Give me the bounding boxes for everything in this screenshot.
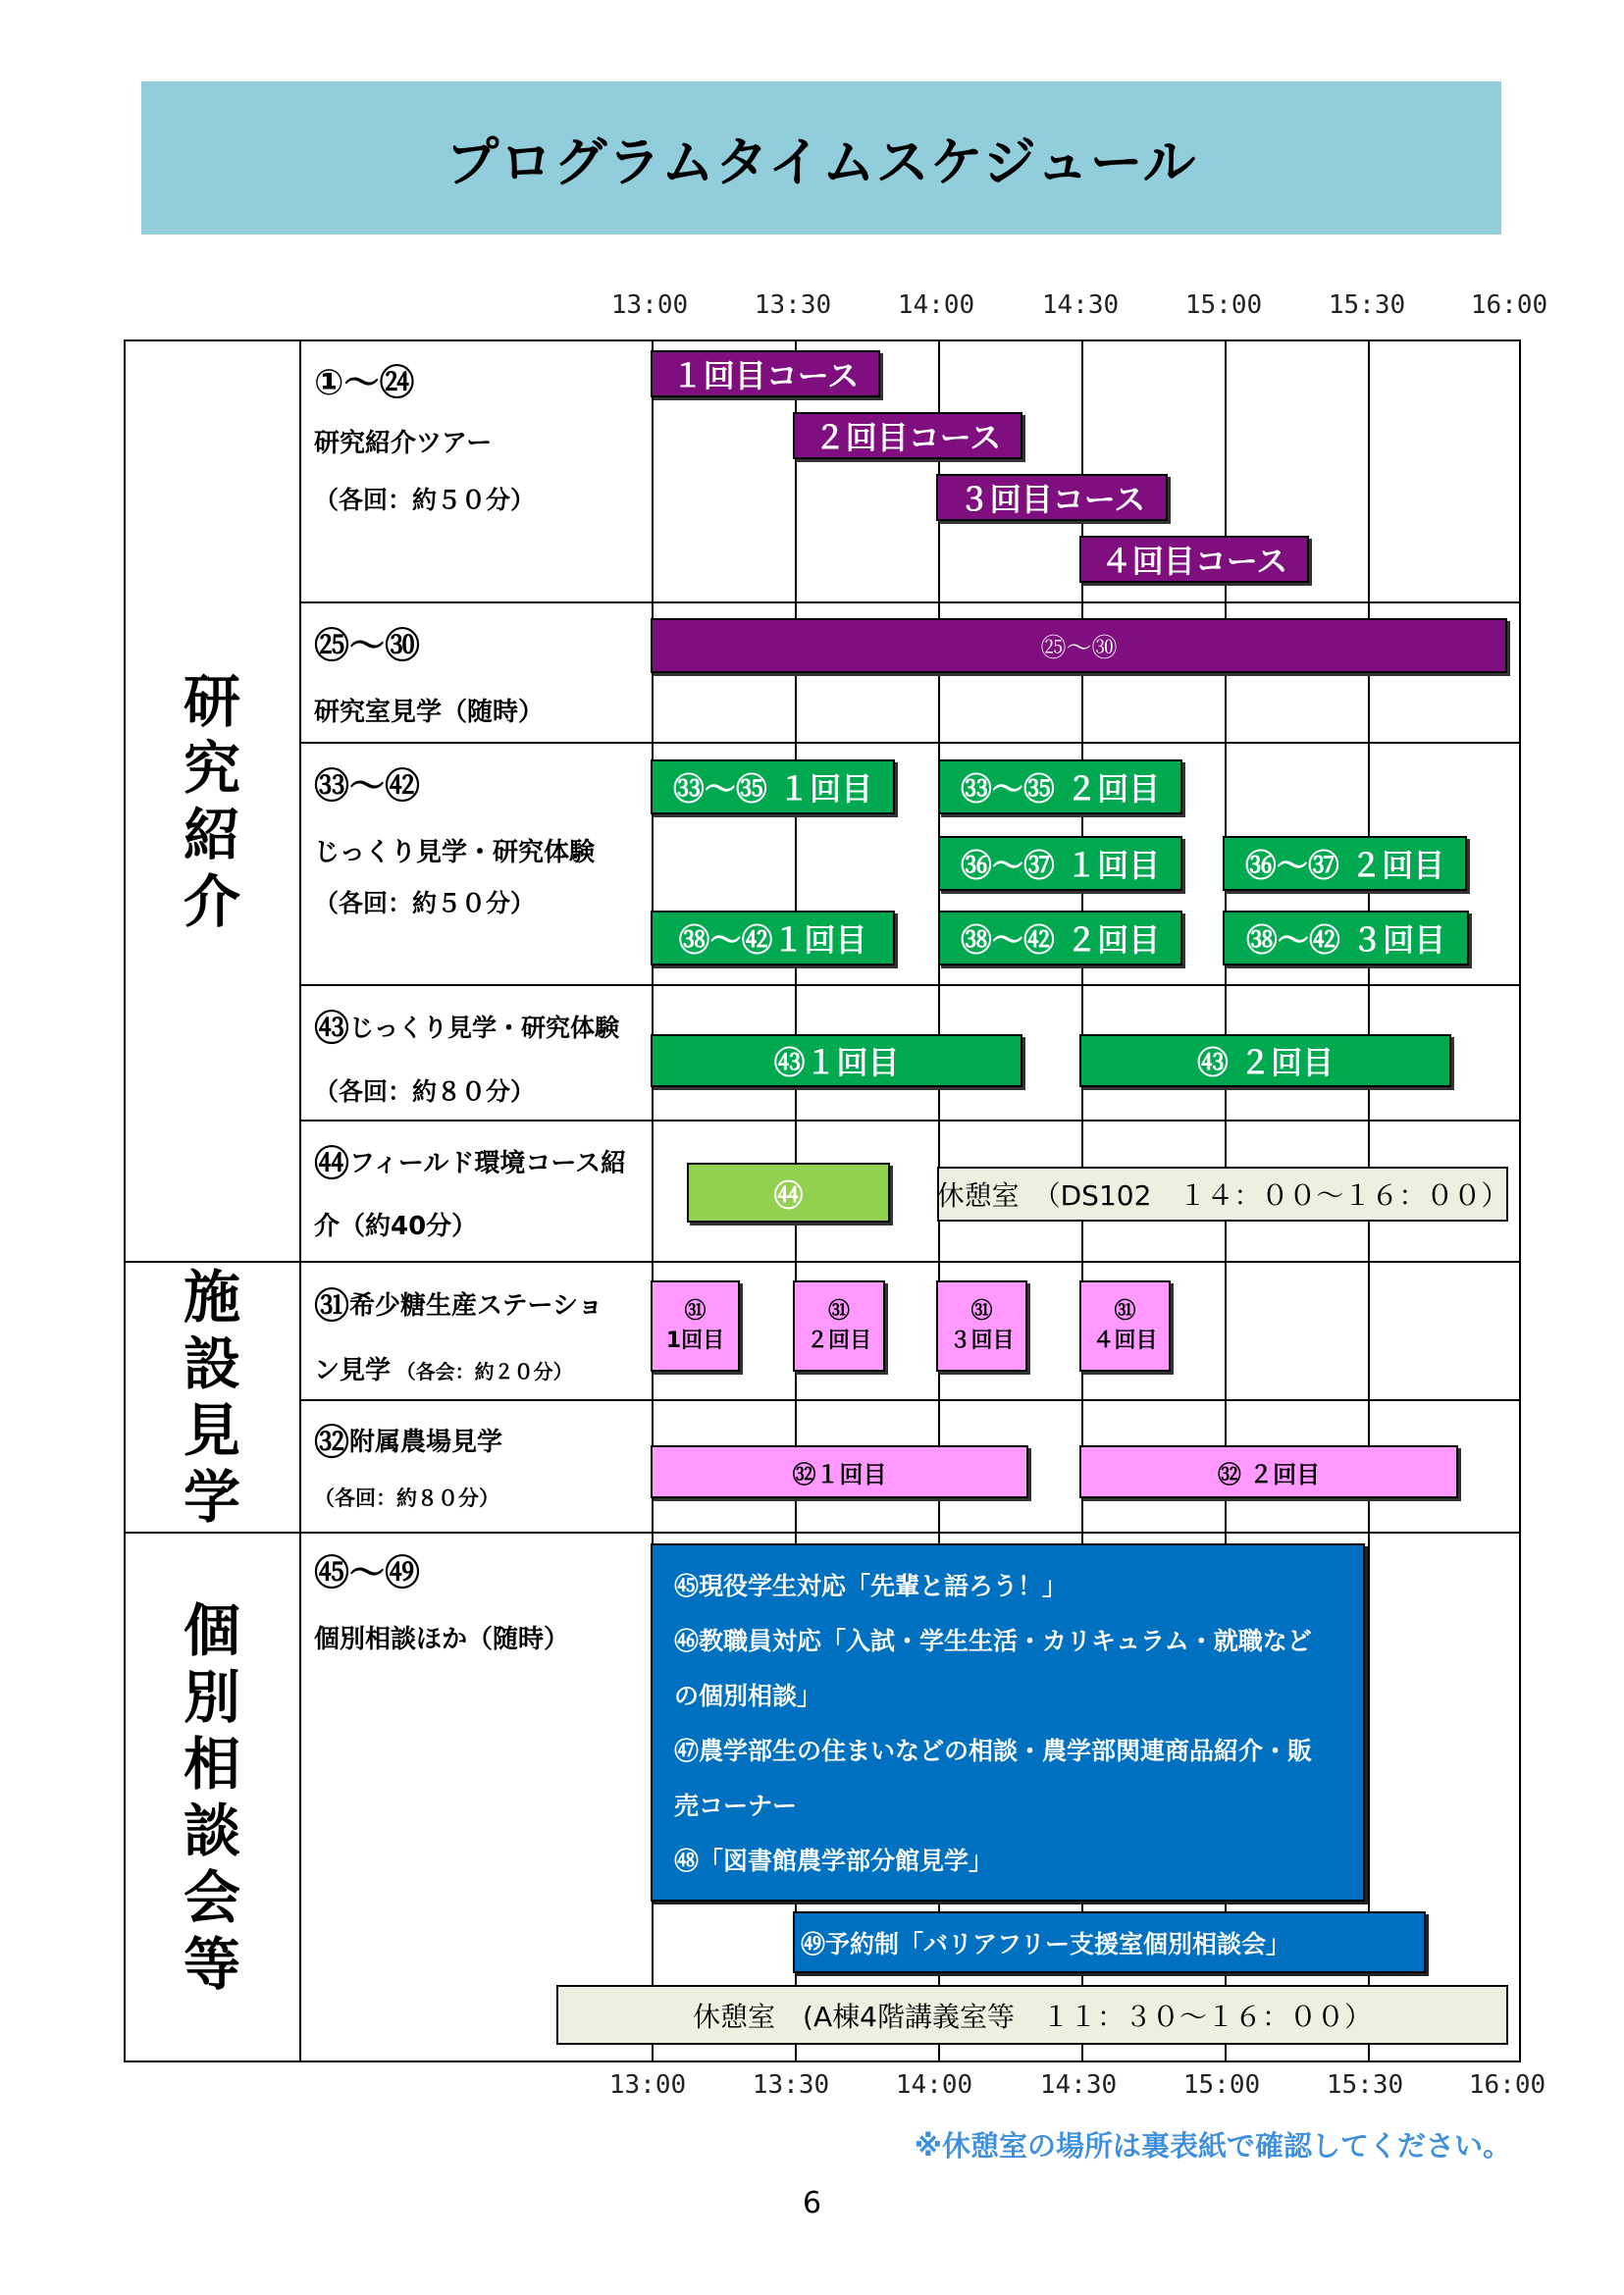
time-label: 13:00	[610, 290, 689, 320]
sugar31-number: ㉛	[827, 1298, 850, 1324]
table-border-right	[1519, 339, 1521, 2062]
lab-visit-bar: ㉕〜㉚	[651, 618, 1507, 673]
tour-bar-3: ３回目コース	[936, 474, 1168, 521]
exp36-bar-2: ㊱〜㊲ ２回目	[1223, 836, 1467, 891]
consult-item-47-cont: 売コーナー	[674, 1792, 798, 1820]
row-number: ㉜	[314, 1423, 350, 1463]
row-separator	[299, 1120, 1521, 1121]
consult-item-47: ㊼農学部生の住まいなどの相談・農学部関連商品紹介・販	[674, 1737, 1313, 1765]
sugar31-bar-4	[1079, 1280, 1171, 1372]
consult-item-46: ㊻教職員対応「入試・学生生活・カリキュラム・就職など	[674, 1627, 1312, 1655]
sugar31-session: ３回目	[949, 1328, 1015, 1353]
row-title: フィールド環境コース紹	[349, 1149, 627, 1178]
category-facility-label: 施設見学	[183, 1264, 240, 1531]
tour-bar-2: ２回目コース	[793, 412, 1022, 459]
consult-item-49: ㊾予約制「バリアフリー支援室個別相談会」	[793, 1911, 1426, 1973]
category-consult-label: 個別相談会等	[183, 1596, 240, 1998]
row-separator	[299, 601, 1521, 603]
time-label: 15:30	[1326, 2070, 1404, 2100]
row-label-tour	[314, 355, 648, 516]
time-axis-bottom	[0, 2070, 1624, 2110]
sugar31-session: ４回目	[1092, 1328, 1158, 1353]
sugar31-bar-2	[793, 1280, 885, 1372]
category-separator	[124, 1261, 1521, 1263]
exp43-bar-1: ㊸１回目	[651, 1034, 1022, 1087]
exp38-bar-1: ㊳〜㊷１回目	[651, 911, 895, 965]
tour-bar-4: ４回目コース	[1079, 536, 1309, 583]
time-label: 14:30	[1039, 2070, 1118, 2100]
time-label: 15:30	[1328, 290, 1406, 320]
exp33-bar-1: ㉝〜㉟ １回目	[651, 759, 895, 814]
row-number: ㊸	[314, 1009, 350, 1049]
farm32-bar-1: ㉜１回目	[651, 1445, 1028, 1498]
row-separator	[299, 984, 1521, 986]
sugar31-number: ㉛	[1114, 1298, 1136, 1324]
time-label: 14:00	[895, 2070, 973, 2100]
time-label: 15:00	[1184, 290, 1263, 320]
row-title: 研究紹介ツアー	[314, 429, 493, 458]
consult-item-46-cont: の個別相談」	[674, 1682, 822, 1710]
row-label-lab	[314, 618, 648, 728]
row-title-cont: 介（約40分）	[314, 1212, 478, 1241]
rest-room-bar-2: 休憩室 (A棟4階講義室等 １１：３０〜１６：００）	[556, 1985, 1508, 2045]
row-title: 希少糖生産ステーショ	[349, 1291, 603, 1321]
time-label: 16:00	[1470, 290, 1548, 320]
exp33-bar-2: ㉝〜㉟ ２回目	[938, 759, 1182, 814]
row-number: ㉝〜㊷	[314, 766, 421, 807]
time-axis-top	[0, 290, 1624, 330]
time-label: 13:30	[754, 290, 832, 320]
rest-room-bar-1: 休憩室 （DS102 １４：００〜１６：００）	[937, 1167, 1508, 1222]
row-separator	[299, 742, 1521, 744]
category-research	[124, 341, 300, 1261]
consult-item-48: ㊽「図書館農学部分館見学」	[674, 1847, 994, 1875]
category-research-label: 研究紹介	[183, 667, 240, 935]
sugar31-bar-3	[936, 1280, 1027, 1372]
time-label: 13:00	[608, 2070, 687, 2100]
rest-room-note: ※休憩室の場所は裏表紙で確認してください。	[914, 2129, 1511, 2163]
sugar31-number: ㉛	[684, 1298, 707, 1324]
sugar31-bar-1	[651, 1280, 740, 1372]
row-title: じっくり見学・研究体験	[349, 1013, 620, 1042]
row-subtitle: （各回：約５０分）	[314, 889, 536, 917]
farm32-bar-2: ㉜ ２回目	[1079, 1445, 1458, 1498]
row-subtitle: （各回：約８０分）	[314, 1487, 499, 1510]
title-banner	[141, 81, 1501, 235]
page-title: プログラムタイムスケジュール	[445, 130, 1197, 193]
category-separator	[124, 1532, 1521, 1534]
time-label: 13:30	[752, 2070, 830, 2100]
row-number: ㊺〜㊾	[314, 1553, 421, 1593]
sugar31-session: ２回目	[806, 1328, 871, 1353]
time-label: 15:00	[1182, 2070, 1261, 2100]
row-title-cont: ン見学	[314, 1356, 392, 1385]
row-title: じっくり見学・研究体験	[314, 838, 596, 867]
row-label-farm32	[314, 1415, 648, 1512]
row-label-consult	[314, 1545, 648, 1655]
consult-item-45: ㊺現役学生対応「先輩と語ろう！」	[674, 1572, 1068, 1600]
sugar31-number: ㉛	[970, 1298, 993, 1324]
row-subtitle: （各会：約２０分）	[395, 1360, 573, 1383]
row-subtitle: （各回：約５０分）	[314, 486, 536, 514]
exp43-bar-2: ㊸ ２回目	[1079, 1034, 1451, 1087]
page-number: 6	[802, 2186, 822, 2220]
row-label-exp	[314, 758, 648, 919]
row-title: 個別相談ほか（随時）	[314, 1625, 570, 1654]
table-border-top	[124, 339, 1521, 341]
row-title: 研究室見学（随時）	[314, 698, 545, 727]
exp38-bar-3: ㊳〜㊷ ３回目	[1223, 911, 1469, 965]
row-label-exp43	[314, 1001, 648, 1108]
consult-box	[651, 1543, 1365, 1902]
row-number: ㉕〜㉚	[314, 626, 421, 666]
row-label-sugar31	[314, 1278, 648, 1386]
time-label: 16:00	[1468, 2070, 1546, 2100]
row-number: ㉛	[314, 1286, 350, 1327]
field44-bar: ㊹	[687, 1163, 890, 1223]
row-subtitle: （各回：約８０分）	[314, 1077, 536, 1106]
row-number: ㊹	[314, 1144, 350, 1184]
row-label-field44	[314, 1136, 648, 1242]
exp36-bar-1: ㊱〜㊲ １回目	[938, 836, 1182, 891]
category-facility	[124, 1263, 300, 1532]
time-label: 14:00	[897, 290, 975, 320]
sugar31-session: 1回目	[665, 1328, 725, 1353]
exp38-bar-2: ㊳〜㊷ ２回目	[938, 911, 1182, 965]
row-number: ①〜㉔	[314, 363, 415, 403]
table-border-bottom	[124, 2060, 1521, 2062]
row-separator	[299, 1399, 1521, 1401]
time-label: 14:30	[1041, 290, 1120, 320]
row-title: 附属農場見学	[349, 1428, 503, 1457]
category-consult	[124, 1534, 300, 2060]
tour-bar-1: １回目コース	[651, 350, 880, 397]
